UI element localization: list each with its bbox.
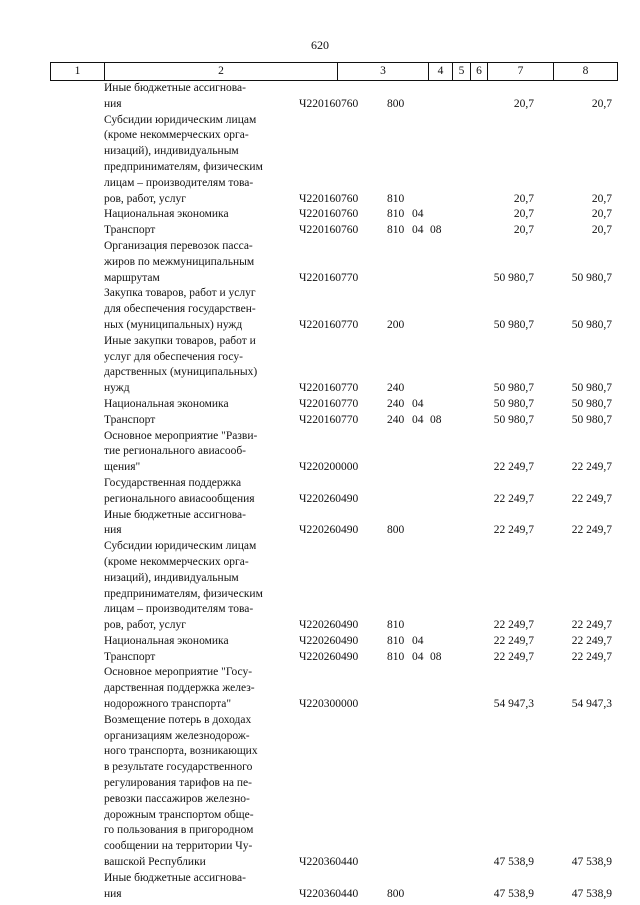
expense-name-line: ния xyxy=(104,887,122,900)
expense-name-line: нодорожного транспорта" xyxy=(104,698,232,711)
amount-col8: 20,7 xyxy=(591,192,612,205)
expense-type-code: 240 xyxy=(387,397,405,410)
column-number-6: 6 xyxy=(471,63,488,81)
table-row xyxy=(50,81,617,113)
expense-name-line: Национальная экономика xyxy=(104,397,229,410)
table-row xyxy=(50,413,617,429)
amount-col7: 22 249,7 xyxy=(493,619,534,632)
target-article-code: Ч220260490 xyxy=(299,619,359,632)
expense-name-line: предпринимателям, физическим xyxy=(104,160,263,173)
amount-col8: 50 980,7 xyxy=(571,397,612,410)
expense-name-line: ревозки пассажиров железно- xyxy=(104,792,250,805)
table-row xyxy=(50,239,617,286)
expense-name-line: Национальная экономика xyxy=(104,634,229,647)
expense-name-line: жиров по межмуниципальным xyxy=(104,255,255,268)
amount-col7: 20,7 xyxy=(513,192,534,205)
target-article-code: Ч220160770 xyxy=(299,271,359,284)
expense-type-code: 800 xyxy=(387,524,405,537)
expense-name-line: низаций), индивидуальным xyxy=(104,571,239,584)
target-article-code: Ч220160760 xyxy=(299,192,359,205)
section-code: 04 xyxy=(412,208,424,221)
column-number-1: 1 xyxy=(51,63,105,81)
expense-name-line: регулирования тарифов на пе- xyxy=(104,777,252,790)
expense-name-line: Транспорт xyxy=(104,224,156,237)
expense-type-code: 240 xyxy=(387,413,405,426)
table-row xyxy=(50,429,617,476)
expense-name-line: Национальная экономика xyxy=(104,208,229,221)
target-article-code: Ч220160770 xyxy=(299,382,359,395)
amount-col8: 22 249,7 xyxy=(571,619,612,632)
expense-name xyxy=(104,239,329,286)
expense-name-line: вашской Республики xyxy=(104,856,206,869)
table-row xyxy=(50,650,617,666)
target-article-code: Ч220160770 xyxy=(299,318,359,331)
table-row xyxy=(50,508,617,540)
table-row xyxy=(50,871,617,903)
amount-col7: 47 538,9 xyxy=(493,887,534,900)
expense-name-line: Возмещение потерь в доходах xyxy=(104,713,252,726)
amount-col8: 50 980,7 xyxy=(571,271,612,284)
target-article-code: Ч220160760 xyxy=(299,97,359,110)
expense-type-code: 810 xyxy=(387,650,405,663)
amount-col7: 54 947,3 xyxy=(493,698,534,711)
amount-col7: 50 980,7 xyxy=(493,382,534,395)
target-article-code: Ч220260490 xyxy=(299,634,359,647)
table-row xyxy=(50,223,617,239)
expense-name-line: Основное мероприятие "Госу- xyxy=(104,666,253,679)
amount-col7: 50 980,7 xyxy=(493,318,534,331)
expense-name-line: нужд xyxy=(104,382,130,395)
expense-name-line: маршрутам xyxy=(104,271,160,284)
table-row xyxy=(50,665,617,712)
amount-col8: 47 538,9 xyxy=(571,887,612,900)
amount-col7: 20,7 xyxy=(513,224,534,237)
section-code: 04 xyxy=(412,397,424,410)
amount-col7: 22 249,7 xyxy=(493,524,534,537)
expense-type-code: 810 xyxy=(387,208,405,221)
expense-type-code: 200 xyxy=(387,318,405,331)
target-article-code: Ч220160760 xyxy=(299,224,359,237)
subsection-code: 08 xyxy=(430,413,442,426)
expense-name xyxy=(104,113,329,208)
expense-name-line: Иные бюджетные ассигнова- xyxy=(104,508,246,521)
column-number-8: 8 xyxy=(554,63,618,81)
expense-name-line: дарственных (муниципальных) xyxy=(104,366,258,379)
expense-name-line: ного транспорта, возникающих xyxy=(104,745,258,758)
column-header-table xyxy=(50,62,618,81)
expense-name-line: Организация перевозок пасса- xyxy=(104,239,253,252)
amount-col7: 22 249,7 xyxy=(493,461,534,474)
expense-name-line: организациям железнодорож- xyxy=(104,729,250,742)
target-article-code: Ч220200000 xyxy=(299,461,359,474)
page-number: 620 xyxy=(311,38,329,52)
expense-name-line: услуг для обеспечения госу- xyxy=(104,350,243,363)
expense-type-code: 240 xyxy=(387,382,405,395)
section-code: 04 xyxy=(412,413,424,426)
expense-type-code: 810 xyxy=(387,634,405,647)
expense-name xyxy=(104,334,329,397)
amount-col8: 54 947,3 xyxy=(571,698,612,711)
expense-name-line: ных (муниципальных) нужд xyxy=(104,318,243,331)
expense-name-line: Иные закупки товаров, работ и xyxy=(104,334,256,347)
table-row xyxy=(50,286,617,333)
target-article-code: Ч220160770 xyxy=(299,413,359,426)
column-number-2: 2 xyxy=(105,63,338,81)
column-number-4: 4 xyxy=(429,63,453,81)
subsection-code: 08 xyxy=(430,224,442,237)
target-article-code: Ч220260490 xyxy=(299,492,359,505)
table-row xyxy=(50,207,617,223)
expense-name-line: Закупка товаров, работ и услуг xyxy=(104,287,256,300)
expense-name-line: лицам – производителям това- xyxy=(104,176,254,189)
expense-name-line: дарственная поддержка желез- xyxy=(104,682,255,695)
expense-type-code: 800 xyxy=(387,887,405,900)
table-row xyxy=(50,713,617,871)
expense-name xyxy=(104,634,329,650)
amount-col7: 20,7 xyxy=(513,97,534,110)
table-row xyxy=(50,397,617,413)
table-row xyxy=(50,334,617,397)
target-article-code: Ч220300000 xyxy=(299,698,359,711)
amount-col8: 20,7 xyxy=(591,224,612,237)
expense-name-line: для обеспечения государствен- xyxy=(104,303,256,316)
expense-name-line: го пользования в пригородном xyxy=(104,824,254,837)
target-article-code: Ч220160760 xyxy=(299,208,359,221)
subsection-code: 08 xyxy=(430,650,442,663)
table-row xyxy=(50,539,617,634)
amount-col8: 22 249,7 xyxy=(571,634,612,647)
expense-name-line: в результате государственного xyxy=(104,761,253,774)
amount-col7: 47 538,9 xyxy=(493,856,534,869)
expense-name-line: ния xyxy=(104,97,122,110)
expense-name xyxy=(104,81,329,113)
table-row xyxy=(50,113,617,208)
expense-name-line: Транспорт xyxy=(104,650,156,663)
expense-name xyxy=(104,713,329,871)
expense-name-line: ров, работ, услуг xyxy=(104,192,186,205)
amount-col8: 22 249,7 xyxy=(571,524,612,537)
expense-name xyxy=(104,397,329,413)
section-code: 04 xyxy=(412,650,424,663)
expense-name-line: ров, работ, услуг xyxy=(104,619,186,632)
target-article-code: Ч220260490 xyxy=(299,650,359,663)
expense-name xyxy=(104,286,329,333)
expense-name-line: Государственная поддержка xyxy=(104,476,242,489)
amount-col8: 47 538,9 xyxy=(571,856,612,869)
expense-name-line: (кроме некоммерческих орга- xyxy=(104,555,249,568)
target-article-code: Ч220160770 xyxy=(299,397,359,410)
target-article-code: Ч220360440 xyxy=(299,887,359,900)
amount-col8: 50 980,7 xyxy=(571,382,612,395)
expense-name-line: Субсидии юридическим лицам xyxy=(104,540,257,553)
expense-name xyxy=(104,650,329,666)
amount-col8: 22 249,7 xyxy=(571,461,612,474)
expense-name xyxy=(104,223,329,239)
target-article-code: Ч220360440 xyxy=(299,856,359,869)
section-code: 04 xyxy=(412,224,424,237)
amount-col8: 50 980,7 xyxy=(571,318,612,331)
amount-col7: 50 980,7 xyxy=(493,397,534,410)
expense-name-line: лицам – производителям това- xyxy=(104,603,254,616)
amount-col7: 22 249,7 xyxy=(493,634,534,647)
table-row xyxy=(50,634,617,650)
expense-type-code: 800 xyxy=(387,97,405,110)
expense-name xyxy=(104,539,329,634)
expense-type-code: 810 xyxy=(387,224,405,237)
expense-name-line: предпринимателям, физическим xyxy=(104,587,263,600)
amount-col8: 22 249,7 xyxy=(571,492,612,505)
expense-name-line: дорожным транспортом обще- xyxy=(104,808,254,821)
expense-name-line: Иные бюджетные ассигнова- xyxy=(104,871,246,884)
column-number-3: 3 xyxy=(338,63,429,81)
budget-table-body xyxy=(50,81,617,902)
column-header-row xyxy=(51,63,618,81)
expense-name-line: низаций), индивидуальным xyxy=(104,145,239,158)
amount-col7: 50 980,7 xyxy=(493,271,534,284)
amount-col7: 22 249,7 xyxy=(493,650,534,663)
expense-name-line: Иные бюджетные ассигнова- xyxy=(104,82,246,94)
amount-col7: 50 980,7 xyxy=(493,413,534,426)
amount-col8: 22 249,7 xyxy=(571,650,612,663)
amount-col8: 20,7 xyxy=(591,208,612,221)
expense-name xyxy=(104,429,329,476)
expense-name xyxy=(104,508,329,540)
expense-name xyxy=(104,665,329,712)
expense-name-line: тие регионального авиасооб- xyxy=(104,445,247,458)
amount-col8: 20,7 xyxy=(591,97,612,110)
target-article-code: Ч220260490 xyxy=(299,524,359,537)
expense-name-line: Транспорт xyxy=(104,413,156,426)
expense-name-line: сообщении на территории Чу- xyxy=(104,840,253,853)
amount-col7: 22 249,7 xyxy=(493,492,534,505)
table-row xyxy=(50,476,617,508)
column-number-5: 5 xyxy=(453,63,471,81)
expense-name-line: регионального авиасообщения xyxy=(104,492,255,505)
expense-name xyxy=(104,413,329,429)
expense-name-line: ния xyxy=(104,524,122,537)
expense-type-code: 810 xyxy=(387,619,405,632)
expense-name-line: щения" xyxy=(104,461,141,474)
section-code: 04 xyxy=(412,634,424,647)
expense-name-line: Основное мероприятие "Разви- xyxy=(104,429,258,442)
amount-col7: 20,7 xyxy=(513,208,534,221)
amount-col8: 50 980,7 xyxy=(571,413,612,426)
expense-name xyxy=(104,871,329,903)
expense-type-code: 810 xyxy=(387,192,405,205)
expense-name xyxy=(104,207,329,223)
expense-name xyxy=(104,476,329,508)
expense-name-line: (кроме некоммерческих орга- xyxy=(104,129,249,142)
expense-name-line: Субсидии юридическим лицам xyxy=(104,113,257,126)
column-number-7: 7 xyxy=(488,63,554,81)
